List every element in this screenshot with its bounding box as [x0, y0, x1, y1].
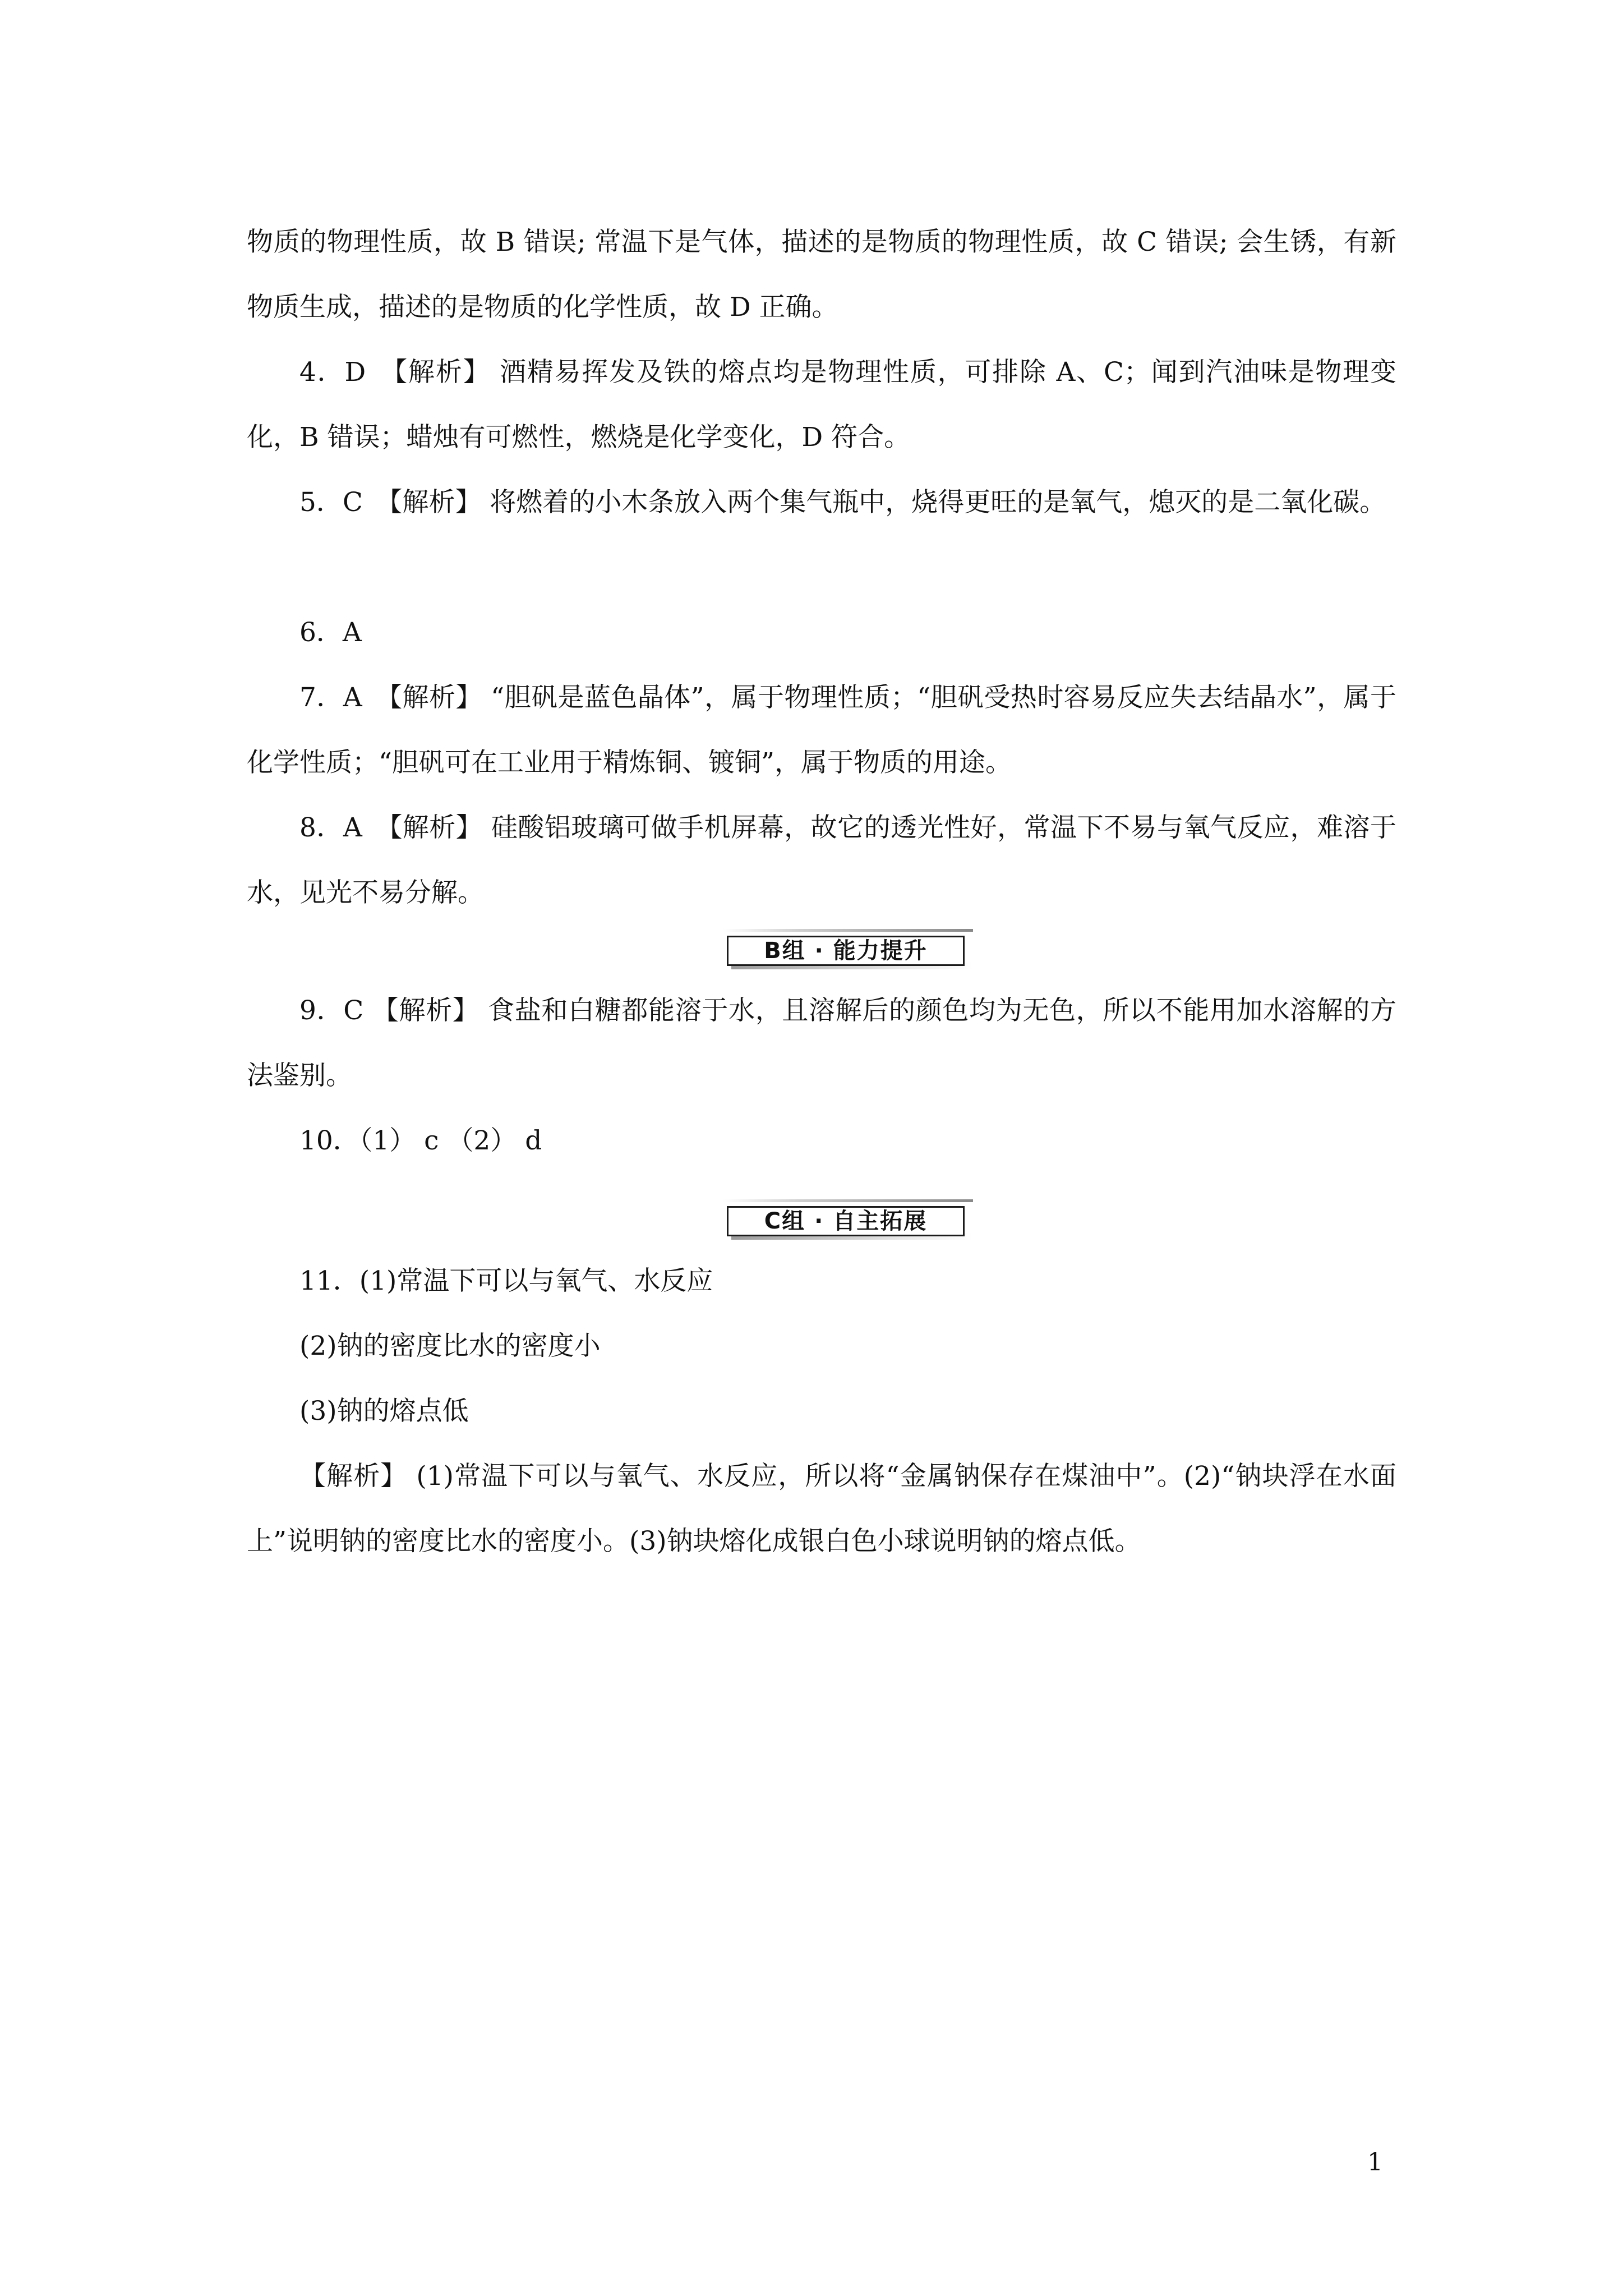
answer-11-part-3: (3)钠的熔点低: [299, 1396, 469, 1427]
answer-11-part-1: 11．(1)常温下可以与氧气、水反应: [299, 1266, 713, 1296]
answer-9: 9．C 【解析】 食盐和白糖都能溶于水，且溶解后的颜色均为无色，所以不能用加水溶解的方法鉴别。: [247, 995, 1396, 1091]
answer-10: 10．（1） c （2） d: [299, 1125, 542, 1156]
section-header-b-group: [723, 929, 973, 973]
answer-11-part-2: (2)钠的密度比水的密度小: [299, 1331, 601, 1361]
answer-8: 8．A 【解析】 硅酸铝玻璃可做手机屏幕，故它的透光性好，常温下不易与氧气反应，难溶于水，见光不易分解。: [247, 812, 1396, 908]
section-header-decor-line: [723, 929, 973, 932]
section-header-title: C组 · 自主拓展: [764, 1208, 928, 1234]
paragraph-continuation: 物质的物理性质，故 B 错误; 常温下是气体，描述的是物质的物理性质，故 C 错误; 会生锈，有新物质生成，描述的是物质的化学性质，故 D 正确。: [247, 227, 1396, 323]
answer-6: 6．A: [299, 617, 362, 648]
answer-7: 7．A 【解析】 “胆矾是蓝色晶体”，属于物理性质；“胆矾受热时容易反应失去结晶水”，属于化学性质；“胆矾可在工业用于精炼铜、镀铜”，属于物质的用途。: [247, 682, 1396, 778]
section-header-c-group: [723, 1199, 973, 1243]
answer-4: 4．D 【解析】 酒精易挥发及铁的熔点均是物理性质，可排除 A、C；闻到汽油味是物理变化，B 错误；蜡烛有可燃性，燃烧是化学变化，D 符合。: [247, 357, 1396, 453]
page-number: 1: [1367, 2148, 1383, 2177]
answer-11-analysis: 【解析】 (1)常温下可以与氧气、水反应，所以将“金属钠保存在煤油中”。(2)“钠块浮在水面上”说明钠的密度比水的密度小。(3)钠块熔化成银白色小球说明钠的熔点低。: [247, 1461, 1396, 1557]
answer-5: 5．C 【解析】 将燃着的小木条放入两个集气瓶中，烧得更旺的是氧气，熄灭的是二氧化碳。: [299, 487, 1386, 518]
section-header-decor-line: [723, 1199, 973, 1202]
section-header-title: B组 · 能力提升: [764, 938, 928, 964]
